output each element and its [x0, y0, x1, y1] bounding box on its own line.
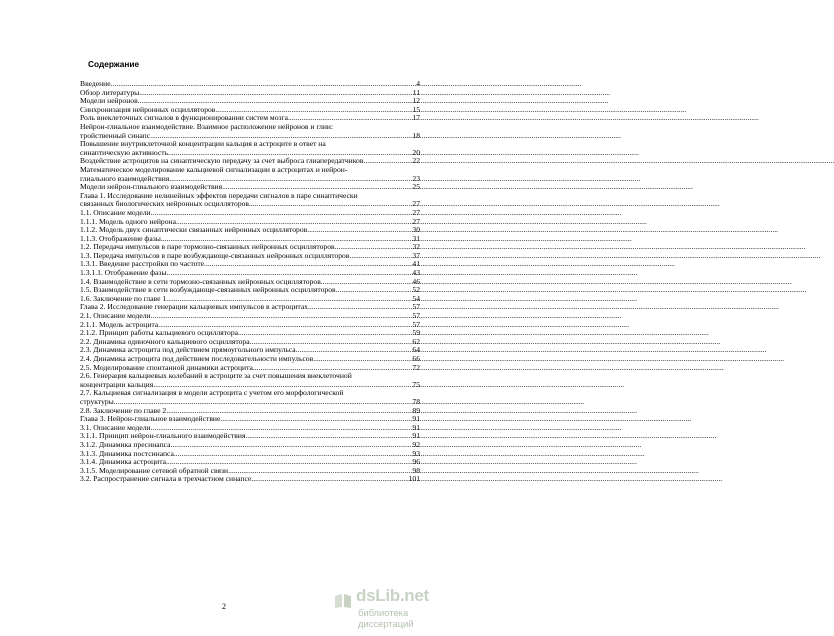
toc-entry-page: 18 — [412, 130, 420, 140]
toc-entry-page: 75 — [412, 379, 420, 389]
toc-entry-page: 64 — [412, 345, 420, 355]
toc-entry-title: 3.1.5. Моделирование сетевой обратной связи — [80, 465, 229, 475]
toc-entry-page: 54 — [412, 293, 420, 303]
toc-entry-title: 2.5. Моделирование спонтанной динамики астроцита — [80, 362, 253, 372]
toc-entry-title: 3.1.3. Динамика постсинапса — [80, 448, 174, 458]
toc-entry-title: Обзор литературы — [80, 87, 140, 97]
toc-entry-page: 78 — [412, 396, 420, 406]
toc-entry-page: 57 — [412, 319, 420, 329]
toc-entry-title: Повышение внутриклеточной концентрации кальция в астроците в ответ на — [80, 139, 326, 149]
toc-entry-title: Роль внеклеточных сигналов в функционировании систем мозга — [80, 113, 289, 123]
toc-entry-page: 93 — [412, 448, 420, 458]
toc-entry-page: 27 — [412, 207, 420, 217]
toc-entry-title: 2.6. Генерация кальциевых колебаний в астроците за счет повышения внеклеточной — [80, 371, 352, 381]
toc-entry-title: 2.1.2. Принцип работы кальциевого осциллятора — [80, 328, 238, 338]
toc-entry[interactable] — [80, 389, 420, 406]
toc-entry-page: 32 — [412, 242, 420, 252]
toc-entry-title: 3.1.2. Динамика пресинапса — [80, 439, 171, 449]
toc-entry-title: Введение — [80, 79, 111, 88]
toc-entry-page: 72 — [412, 362, 420, 372]
toc-entry-page: 12 — [412, 96, 420, 106]
toc-entry-page: 101 — [408, 474, 420, 484]
toc-entry-title: Глава 3. Нейрон-глиальное взаимодействие — [80, 414, 221, 424]
toc-entry-page: 92 — [412, 439, 420, 449]
toc-entry-page: 66 — [412, 354, 420, 363]
toc-entry-page: 98 — [412, 465, 420, 475]
toc-entry-page: 52 — [412, 285, 420, 295]
toc-entry-page: 11 — [412, 87, 420, 97]
toc-entry-title: 1.4. Взаимодействие в сети тормозно-связанных нейронных осцилляторов — [80, 276, 321, 286]
toc-entry[interactable] — [80, 140, 420, 157]
toc-entry-title: 3.1.4. Динамика астроцита — [80, 457, 167, 467]
dot-leader — [363, 157, 411, 166]
toc-entry-page: 4 — [416, 79, 420, 88]
toc-entry-page: 22 — [412, 156, 420, 166]
toc-entry-title: 3.1.1. Принцип нейрон-глиального взаимодействия — [80, 431, 246, 441]
toc-entry-title: 1.1.2. Модель двух синаптически связанных нейронных осцилляторов — [80, 225, 308, 235]
toc-entry-title: Синхронизация нейронных осцилляторов — [80, 104, 216, 114]
toc-entry-title: Нейрон-глиальное взаимодействие. Взаимное расположение нейронов и глии: — [80, 121, 334, 131]
toc-entry-page: 91 — [412, 431, 420, 441]
dot-leader — [251, 475, 407, 484]
toc-entry-title: Глава 2. Исследование генерации кальциевых импульсов в астроцитах — [80, 302, 308, 312]
toc-entry-title: 2.8. Заключение по главе 2 — [80, 405, 167, 415]
toc-entry-page: 15 — [412, 104, 420, 114]
watermark-book-icon — [333, 593, 353, 609]
toc-entry-title-continued: концентрации кальция — [80, 379, 154, 389]
toc-entry-page: 59 — [412, 328, 420, 338]
toc-entry-title: 2.7. Кальциевая сигнализация в модели астроцита с учетом его морфологической — [80, 388, 344, 398]
toc-entry-page: 27 — [412, 216, 420, 226]
toc-entry-title: 2.1. Описание модели — [80, 311, 151, 321]
toc-entry-title: Модели нейронов — [80, 96, 138, 106]
toc-entry[interactable] — [80, 475, 420, 484]
toc-entry-title: 1.6. Заключение по главе 1 — [80, 293, 167, 303]
toc-entry[interactable] — [80, 166, 420, 183]
table-of-contents — [80, 80, 420, 484]
toc-entry-page: 23 — [412, 173, 420, 183]
toc-entry-page: 57 — [412, 302, 420, 312]
page-number: 2 — [222, 602, 226, 611]
toc-entry-page: 37 — [412, 250, 420, 260]
toc-entry-page: 46 — [412, 276, 420, 286]
toc-entry-title: 2.4. Динамика астроцита под действием последовательности импульсов — [80, 354, 314, 363]
toc-entry[interactable] — [80, 372, 420, 389]
toc-entry-title: Воздействие астроцитов на синаптическую передачу за счет выброса глиапередатчиков — [80, 156, 364, 166]
toc-entry-page: 27 — [412, 199, 420, 209]
toc-entry-title: 1.3. Передача импульсов в паре возбуждающе-связанных нейронных осцилляторов — [80, 250, 350, 260]
toc-entry-title: 2.3. Динамика астроцита под действием прямоугольного импульса — [80, 345, 296, 355]
toc-entry-title: 1.3.1. Введение расстройки по частоте — [80, 259, 205, 269]
toc-entry-page: 20 — [412, 147, 420, 157]
toc-entry[interactable] — [80, 123, 420, 140]
toc-entry-page: 25 — [412, 182, 420, 192]
toc-entry-title: 1.5. Взаимодействие в сети возбуждающе-связанных нейронных осцилляторов — [80, 285, 336, 295]
toc-entry-title-continued: связанных биологических нейронных осцилляторов — [80, 199, 249, 209]
toc-entry-page: 41 — [412, 259, 420, 269]
toc-entry-title-continued: тройственный синапс — [80, 130, 151, 140]
toc-entry-title-continued: синаптическую активность — [80, 147, 169, 157]
toc-entry-title-continued: глиального взаимодействия — [80, 173, 170, 183]
toc-entry-title: 1.1. Описание модели — [80, 207, 151, 217]
toc-entry-title: 3.2. Распространение сигнала в трехчастном синапсе — [80, 474, 252, 484]
toc-entry-title-continued: структуры — [80, 396, 114, 406]
toc-entry-title: 1.1.3. Отображение фазы — [80, 233, 161, 243]
toc-entry-title: 1.1.1. Модель одного нейрона — [80, 216, 176, 226]
toc-entry-page: 57 — [412, 311, 420, 321]
toc-entry-title: 2.2. Динамика одиночного кальциевого осциллятора — [80, 336, 250, 346]
page-title: Содержание — [88, 59, 140, 69]
toc-entry-page: 17 — [412, 113, 420, 123]
toc-entry-page: 96 — [412, 457, 420, 467]
toc-entry-title: 1.2. Передача импульсов в паре тормозно-связанных нейронных осцилляторов — [80, 242, 335, 252]
toc-entry-title: 3.1. Описание модели — [80, 422, 151, 432]
toc-entry[interactable] — [80, 192, 420, 209]
toc-entry-page: 31 — [412, 233, 420, 243]
toc-entry-page: 43 — [412, 268, 420, 278]
watermark-logo[interactable]: dsLib.net — [356, 586, 429, 605]
watermark-subtitle: библиотека диссертаций — [358, 607, 414, 629]
toc-entry-page: 91 — [412, 414, 420, 424]
toc-entry-title: Модели нейрон-глиального взаимодействия — [80, 182, 223, 192]
toc-entry-title: Глава 1. Исследование нелинейных эффектов передачи сигналов в паре синаптически — [80, 190, 358, 200]
toc-entry-title: 2.1.1. Модель астроцита — [80, 319, 159, 329]
toc-entry-page: 30 — [412, 225, 420, 235]
toc-entry-page: 89 — [412, 405, 420, 415]
toc-entry-title: 1.3.1.1. Отображение фазы — [80, 268, 167, 278]
toc-entry-title: Математическое моделирование кальциевой сигнализации в астроцитах и нейрон- — [80, 164, 348, 174]
toc-entry-page: 91 — [412, 422, 420, 432]
toc-entry-page: 62 — [412, 336, 420, 346]
